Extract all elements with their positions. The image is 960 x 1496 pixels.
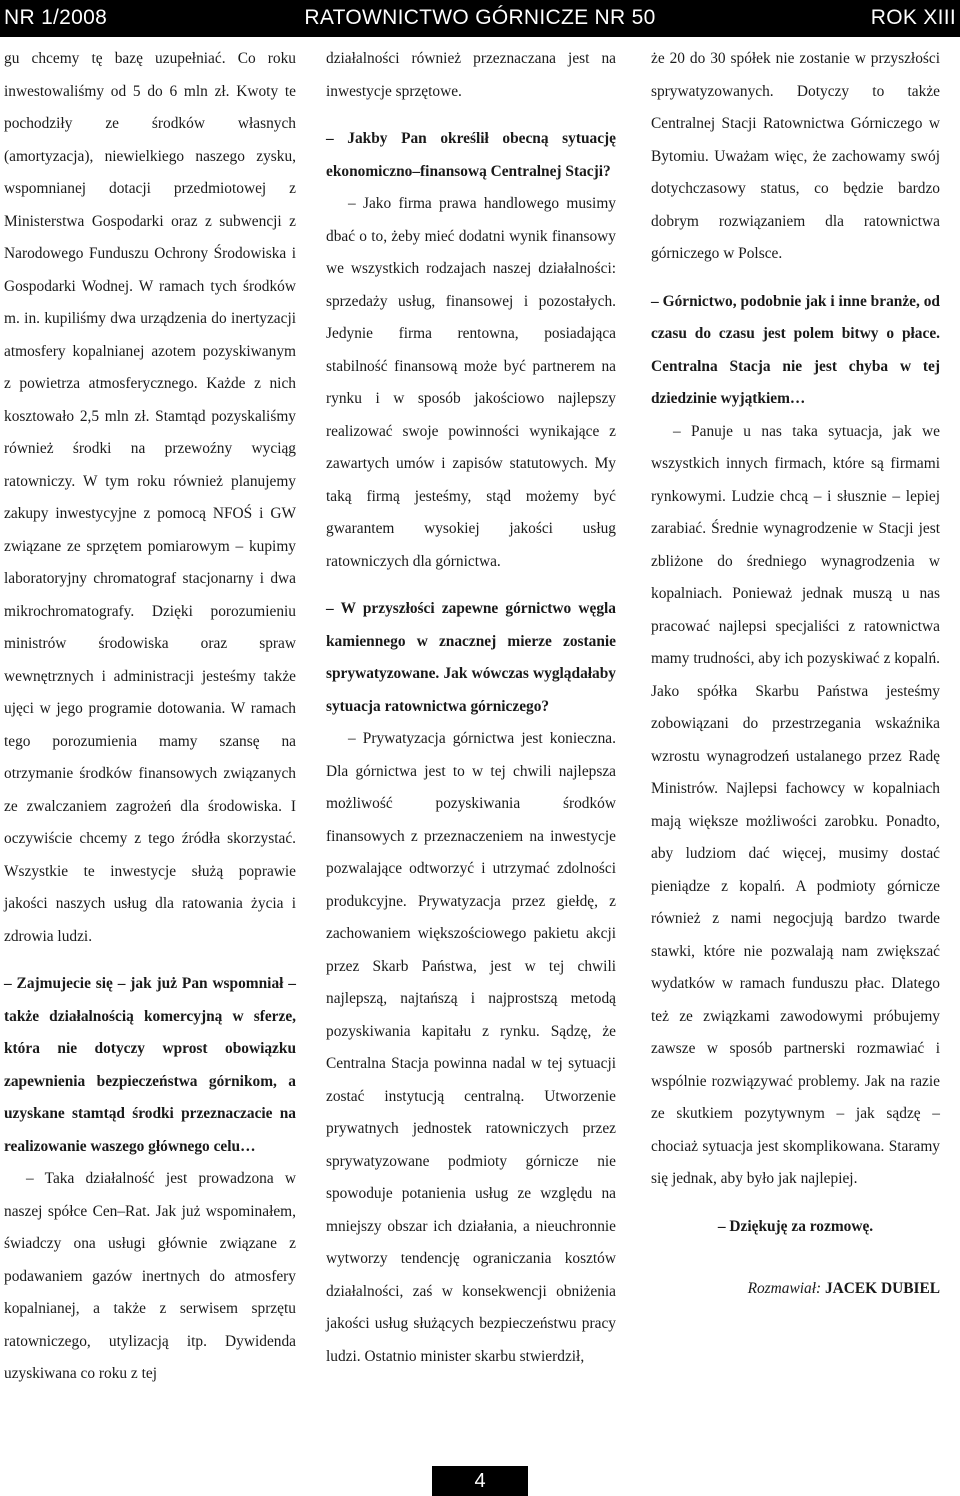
volume-year: ROK XIII xyxy=(870,6,956,29)
interview-answer: – Panuje u nas taka sytuacja, jak we wszystkich innych firmach, które są firmami rynkowymi. Ludzie chcą – i słusznie – lepiej zarabiać. Średnie wynagrodzenie w Stacji jest zbliżone do średniego wynagrodzenia w kopalniach. Ponieważ jednak muszą u nas pracować najlepsi specjaliści z ratownictwa mamy trudności, aby ich pozyskiwać z kopalń. Jako spółka Skarbu Państwa jesteśmy zobowiązani do przestrzegania wskaźnika wzrostu wynagrodzeń ustalanego przez Radę Ministrów. Najlepsi fachowcy w kopalniach mają większe możliwości zarobku. Ponadto, aby ludziom dać więcej, musimy dostać pieniądze z kopalń. A podmioty górnicze również z nami negocjują bardzo twarde stawki, które nie pozwalają nam zwiększać wydatków w ramach funduszu płac. Dlatego też ze związkami zawodowymi próbujemy zawsze w sposób partnerski rozmawiać i wspólnie rozwiązywać problemy. Jak na razie ze skutkiem pozytywnym – jak sądzę – chociaż sytuacja jest skomplikowana. Staramy się jednak, aby było jak najlepiej. xyxy=(651,422,940,1187)
interview-question: – Górnictwo, podobnie jak i inne branże, od czasu do czasu jest polem bitwy o płace. Centralna Stacja nie jest chyba w tej dziedzinie wyjątkiem… xyxy=(651,292,940,407)
page-header xyxy=(0,0,960,37)
interview-question: – Jakby Pan określił obecną sytuację ekonomiczno–finansową Centralnej Stacji? xyxy=(326,130,616,180)
paragraph: gu chcemy tę bazę uzupełniać. Co roku inwestowaliśmy od 5 do 6 mln zł. Kwoty te pochodziły ze środków własnych (amortyzacja), niewielkiego naszego zysku, wspomnianej dotacji przedmiotowej z Ministerstwa Gospodarki oraz z subwencji z Narodowego Funduszu Ochrony Środowiska i Gospodarki Wodnej. W ramach tych środków m. in. kupiliśmy dwa urządzenia do inertyzacji atmosfery kopalnianej azotem pozyskiwanym z powietrza atmosferycznego. Każde z nich kosztowało 2,5 mln zł. Stamtąd pozyskaliśmy również środki na przewoźny wyciąg ratowniczy. W tym roku również planujemy zakupy inwestycyjne z pomocą NFOŚ i GW związane ze sprzętem pomiarowym – kupimy laboratoryjny chromatograf stacjonarny i dwa mikrochromatografy. Dzięki porozumieniu ministrów środowiska oraz spraw wewnętrznych i administracji jesteśmy także ujęci w jego programie dotowania. W ramach tego porozumienia mamy szansę na otrzymanie środków finansowych związanych ze zwalczaniem zagrożeń dla środowiska. I oczywiście chcemy z tego źródła skorzystać. Wszystkie te inwestycje służą poprawie jakości naszych usług dla ratowania życia i zdrowia ludzi. xyxy=(4,50,296,945)
article-column-1 xyxy=(4,43,296,1391)
paragraph: działalności również przeznaczana jest na inwestycje sprzętowe. xyxy=(326,50,616,100)
byline xyxy=(651,1273,940,1306)
page-number: 4 xyxy=(432,1466,528,1496)
article-column-3 xyxy=(651,43,940,1306)
interview-answer: – Taka działalność jest prowadzona w naszej spółce Cen–Rat. Jak już wspominałem, świadczy ona usługi głównie związane z podawaniem gazów inertnych do atmosfery kopalnianej, a także z serwisem sprzętu ratowniczego, utylizacją itp. Dywidenda uzyskiwana co roku z tej xyxy=(4,1170,296,1382)
magazine-title: RATOWNICTWO GÓRNICZE NR 50 xyxy=(304,6,656,29)
interview-question: – W przyszłości zapewne górnictwo węgla kamiennego w znacznej mierze zostanie sprywatyzowane. Jak wówczas wyglądałaby sytuacja ratownictwa górniczego? xyxy=(326,600,616,715)
article-column-2 xyxy=(326,43,616,1373)
byline-label: Rozmawiał: xyxy=(747,1280,822,1297)
interview-answer: – Prywatyzacja górnictwa jest konieczna. Dla górnictwa jest to w tej chwili najlepsza możliwość pozyskiwania środków finansowych z przeznaczeniem na inwestycje pozwalające odtworzyć i utrzymać zdolności produkcyjne. Prywatyzacja przez giełdę, z zachowaniem większościowego pakietu akcji przez Skarb Państwa, jest w tej chwili najlepszą, najtańszą i najprostszą metodą pozyskiwania kapitału z rynku. Sądzę, że Centralna Stacja powinna nadal w tej sytuacji zostać instytucją centralną. Utworzenie prywatnych jednostek ratowniczych przez sprywatyzowane podmioty górnicze nie spowoduje potanienia usług ze względu na mniejszy obszar ich działania, a nieuchronnie wytworzy tendencję ograniczania kosztów działalności, zaś w konsekwencji obniżenia jakości usług służących bezpieczeństwu pracy ludzi. Ostatnio minister skarbu stwierdził, xyxy=(326,730,616,1365)
paragraph: że 20 do 30 spółek nie zostanie w przyszłości sprywatyzowanych. Dotyczy to także Centralnej Stacji Ratownictwa Górniczego w Bytomiu. Uważam więc, że zachowamy swój dotychczasowy status, co będzie bardzo dobrym rozwiązaniem dla ratownictwa górniczego w Polsce. xyxy=(651,50,940,262)
interview-question: – Zajmujecie się – jak już Pan wspomniał – także działalnością komercyjną w sferze, która nie dotyczy wprost obowiązku zapewnienia bezpieczeństwa górnikom, a uzyskane stamtąd środki przeznaczacie na realizowanie waszego głównego celu… xyxy=(4,975,296,1155)
issue-number: NR 1/2008 xyxy=(4,6,108,29)
byline-author: JACEK DUBIEL xyxy=(824,1280,940,1297)
closing-thanks: – Dziękuję za rozmowę. xyxy=(717,1217,874,1235)
interview-answer: – Jako firma prawa handlowego musimy dbać o to, żeby mieć dodatni wynik finansowy we wszystkich rodzajach naszej działalności: sprzedaży usług, finansowej i pozostałych. Jedynie firma rentowna, posiadająca stabilność finansową może być partnerem na rynku i w sposób jakościowo najlepszy realizować swoje powinności wynikające z zawartych umów i zapisów statutowych. My taką firmą jesteśmy, stąd możemy być gwarantem wysokiej jakości usług ratowniczych dla górnictwa. xyxy=(326,195,616,570)
